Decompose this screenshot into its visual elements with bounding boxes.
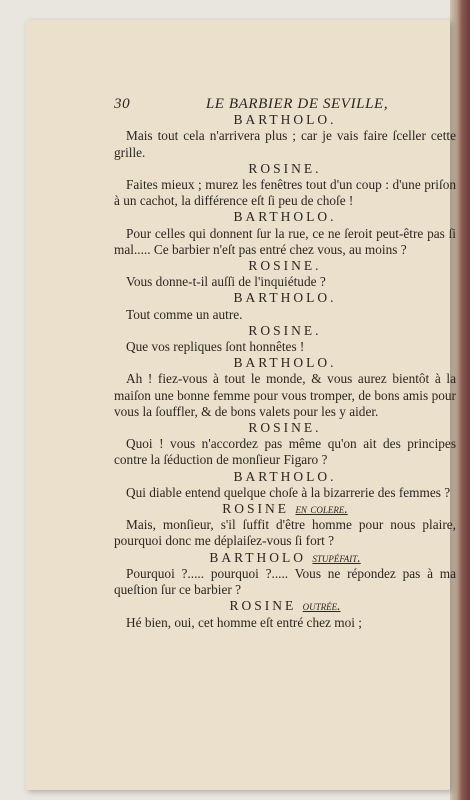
speaker-label: ROSINE xyxy=(229,598,297,614)
speaker-label: BARTHOLO. xyxy=(233,209,337,225)
speaker-label: ROSINE xyxy=(222,501,290,517)
speaker-name xyxy=(114,355,456,371)
speaker-name xyxy=(114,161,456,177)
speaker-name xyxy=(114,598,456,614)
stage-direction: outrée. xyxy=(302,598,341,614)
dialogue-line: Hé bien, oui, cet homme eſt entré chez moi ; xyxy=(126,614,362,630)
speaker-name xyxy=(114,550,456,566)
speaker-label: BARTHOLO xyxy=(209,549,307,565)
speaker-name xyxy=(114,290,456,306)
speaker-name xyxy=(114,323,456,339)
speaker-name xyxy=(114,209,456,225)
dialogue-line: Mais, monſieur, s'il ſuffit d'être homme pour nous plaire, pourquoi donc me déplaiſez-vous ſi fort ? xyxy=(114,517,456,549)
dialogue-line: Mais tout cela n'arrivera plus ; car je vais faire ſceller cette grille. xyxy=(114,128,456,160)
speaker-label: BARTHOLO. xyxy=(233,468,337,484)
speaker-label: BARTHOLO. xyxy=(233,290,337,306)
speaker-name xyxy=(114,420,456,436)
speaker-name xyxy=(114,258,456,274)
dialogue-line: Faites mieux ; murez les fenêtres tout d'un coup : d'une priſon à un cachot, la différence eſt ſi peu de choſe ! xyxy=(114,177,456,209)
speaker-label: ROSINE. xyxy=(248,258,322,274)
running-title: LE BARBIER DE SEVILLE, xyxy=(205,96,389,112)
dialogue-line: Quoi ! vous n'accordez pas même qu'on ait des principes contre la ſéduction de monſieur Figaro ? xyxy=(114,436,456,468)
speaker-name xyxy=(114,469,456,485)
dialogue-line: Tout comme un autre. xyxy=(126,306,243,322)
speaker-name xyxy=(114,501,456,517)
dialogue-line: Que vos repliques ſont honnêtes ! xyxy=(126,339,305,355)
dialogue-line: Pourquoi ?..... pourquoi ?..... Vous ne répondez pas à ma queſtion ſur ce barbier ? xyxy=(114,565,456,598)
speaker-label: BARTHOLO. xyxy=(233,112,337,128)
dialogue-line: Pour celles qui donnent ſur la rue, ce ne ſeroit peut-être pas ſi mal..... Ce barbier n'eſt pas entré chez vous, au moins ? xyxy=(114,225,456,257)
page-header xyxy=(114,96,456,112)
dialogue-line: Vous donne-t-il auſſi de l'inquiétude ? xyxy=(126,274,326,290)
dialogue-line: Ah ! fiez-vous à tout le monde, & vous aurez bientôt à la maiſon une bonne femme pour vous tromper, de bons amis pour vous la ſouffler, & de bons valets pour les y aider. xyxy=(114,371,456,419)
page-number: 30 xyxy=(114,96,131,112)
page-text xyxy=(114,96,456,631)
speaker-label: ROSINE. xyxy=(248,420,322,436)
book-page xyxy=(26,20,456,790)
stage-direction: en colere. xyxy=(295,501,348,517)
speaker-label: ROSINE. xyxy=(248,160,322,176)
speaker-name xyxy=(114,112,456,128)
speaker-label: ROSINE. xyxy=(248,322,322,338)
dialogue-line: Qui diable entend quelque choſe à la bizarrerie des femmes ? xyxy=(126,484,451,500)
dialogue xyxy=(114,112,456,631)
speaker-label: BARTHOLO. xyxy=(233,355,337,371)
stage-direction: ſtupéfait. xyxy=(312,549,361,565)
